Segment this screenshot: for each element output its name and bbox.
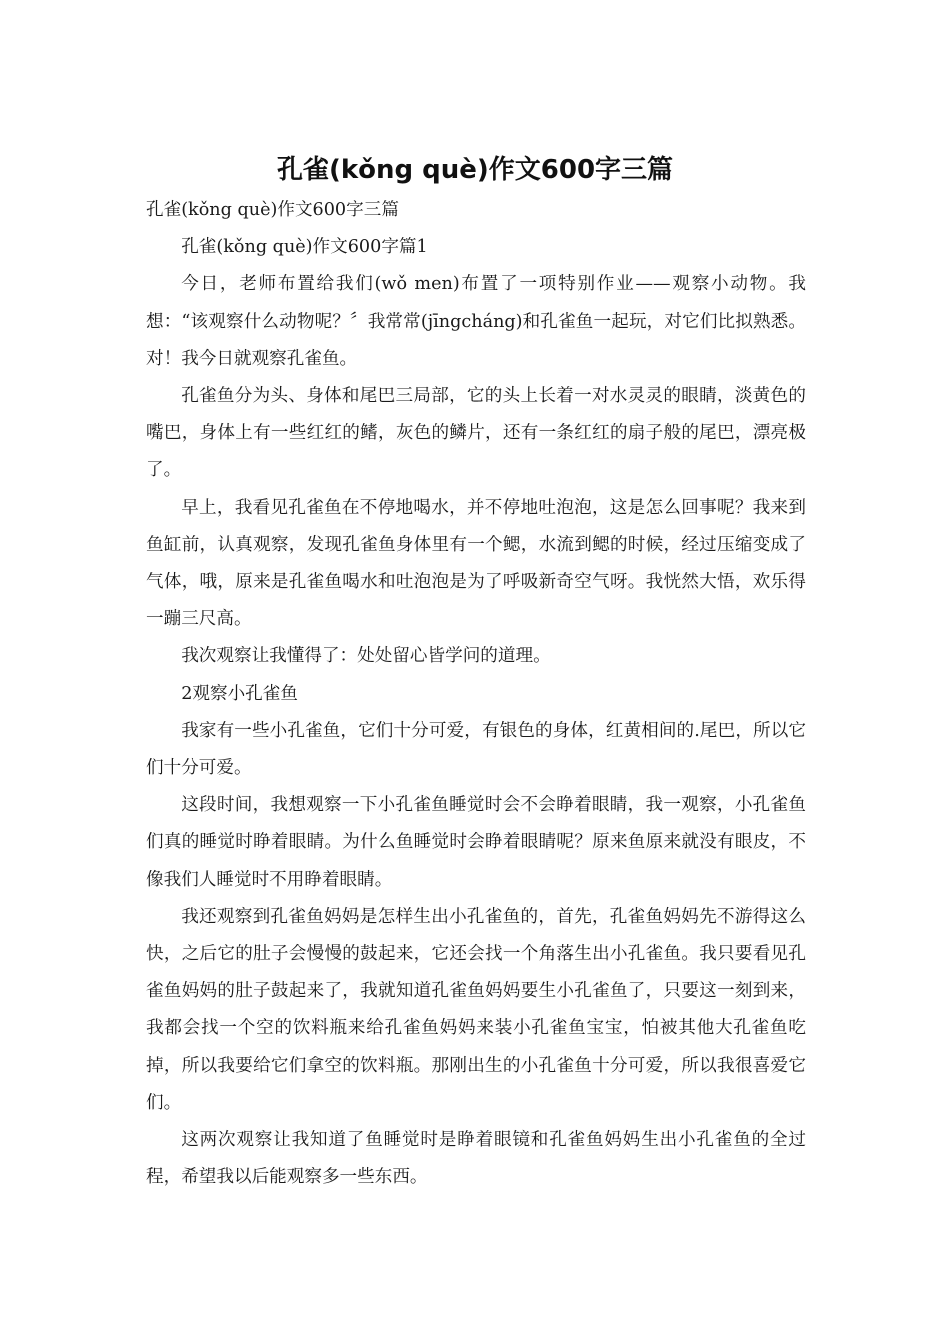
paragraph: 这两次观察让我知道了鱼睡觉时是睁着眼镜和孔雀鱼妈妈生出小孔雀鱼的全过程，希望我以后能观察多一些东西。 [146, 1130, 806, 1188]
document-title: 孔雀(kǒng què)作文600字三篇 [276, 155, 674, 185]
document-body [146, 192, 806, 1196]
paragraph: 孔雀鱼分为头、身体和尾巴三局部，它的头上长着一对水灵灵的眼睛，淡黄色的嘴巴，身体上有一些红红的鳍，灰色的鳞片，还有一条红红的扇子般的尾巴，漂亮极了。 [146, 386, 806, 481]
paragraph: 今日，老师布置给我们(wǒ men)布置了一项特别作业——观察小动物。我想：“该观察什么动物呢？〞我常常(jīngcháng)和孔雀鱼一起玩，对它们比拟熟悉。对！我今日就观察孔雀鱼。 [146, 274, 806, 369]
paragraph: 早上，我看见孔雀鱼在不停地喝水，并不停地吐泡泡，这是怎么回事呢？我来到鱼缸前，认真观察，发现孔雀鱼身体里有一个鳃，水流到鳃的时候，经过压缩变成了气体，哦，原来是孔雀鱼喝水和吐泡泡是为了呼吸新奇空气呀。我恍然大悟，欢乐得一蹦三尺高。 [146, 497, 806, 630]
subtitle-line: 孔雀(kǒng què)作文600字三篇 [146, 200, 399, 220]
section-heading-1: 孔雀(kǒng què)作文600字篇1 [181, 237, 428, 258]
paragraph: 我次观察让我懂得了：处处留心皆学问的道理。 [181, 646, 551, 667]
paragraph: 我家有一些小孔雀鱼，它们十分可爱，有银色的身体，红黄相间的.尾巴，所以它们十分可爱。 [146, 720, 806, 779]
paragraph: 我还观察到孔雀鱼妈妈是怎样生出小孔雀鱼的，首先，孔雀鱼妈妈先不游得这么快，之后它的肚子会慢慢的鼓起来，它还会找一个角落生出小孔雀鱼。我只要看见孔雀鱼妈妈的肚子鼓起来了，我就知道孔雀鱼妈妈要生小孔雀鱼了，只要这一刻到来，我都会找一个空的饮料瓶来给孔雀鱼妈妈来装小孔雀鱼宝宝，怕被其他大孔雀鱼吃掉，所以我要给它们拿空的饮料瓶。那刚出生的小孔雀鱼十分可爱，所以我很喜爱它们。 [146, 906, 806, 1113]
section-heading-2: 2观察小孔雀鱼 [181, 683, 298, 704]
paragraph: 这段时间，我想观察一下小孔雀鱼睡觉时会不会睁着眼睛，我一观察，小孔雀鱼们真的睡觉时睁着眼睛。为什么鱼睡觉时会睁着眼睛呢？原来鱼原来就没有眼皮，不像我们人睡觉时不用睁着眼睛。 [146, 795, 806, 890]
